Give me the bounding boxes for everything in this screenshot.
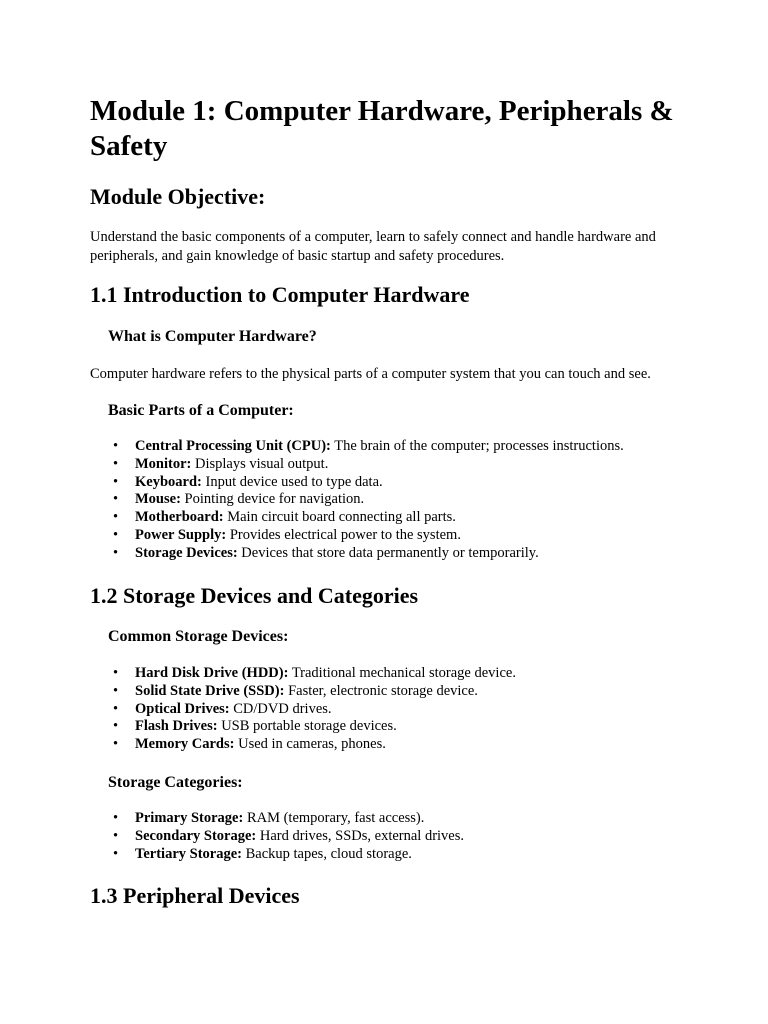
bullet-icon: •	[113, 827, 119, 844]
list-item	[90, 718, 516, 736]
list-item-description: Faster, electronic storage device.	[284, 682, 478, 699]
list-item-description: Main circuit board connecting all parts.	[223, 509, 456, 526]
what-is-hardware-heading: What is Computer Hardware?	[108, 328, 317, 345]
list-item-term: Storage Devices:	[135, 544, 238, 561]
list-item-description: RAM (temporary, fast access).	[243, 810, 425, 826]
section-1-1-heading: 1.1 Introduction to Computer Hardware	[90, 282, 470, 307]
list-item-term: Motherboard:	[135, 509, 224, 526]
objective-heading: Module Objective:	[90, 184, 266, 209]
list-item	[90, 491, 624, 509]
bullet-icon: •	[113, 665, 119, 681]
bullet-icon: •	[113, 509, 119, 526]
section-1-2-heading: 1.2 Storage Devices and Categories	[90, 583, 419, 608]
list-item-term: Mouse:	[135, 491, 181, 508]
hardware-definition: Computer hardware refers to the physical parts of a computer system that you can touch and see.	[90, 366, 651, 382]
list-item-term: Primary Storage:	[135, 810, 244, 826]
list-item-term: Keyboard:	[135, 473, 202, 490]
list-item-term: Secondary Storage:	[135, 827, 257, 844]
list-item	[90, 810, 464, 828]
list-item	[90, 701, 516, 719]
list-item	[90, 665, 516, 683]
list-item	[90, 474, 624, 492]
bullet-icon: •	[113, 736, 119, 753]
list-item-description: Hard drives, SSDs, external drives.	[256, 827, 465, 844]
list-item-description: Displays visual output.	[191, 455, 329, 472]
list-item-term: Hard Disk Drive (HDD):	[135, 665, 289, 681]
bullet-icon: •	[113, 473, 119, 490]
list-item-description: Used in cameras, phones.	[234, 736, 386, 753]
bullet-icon: •	[113, 718, 119, 735]
bullet-icon: •	[113, 810, 119, 826]
list-item-description: Devices that store data permanently or temporarily.	[237, 544, 539, 561]
list-item	[90, 736, 516, 754]
bullet-icon: •	[113, 491, 119, 508]
bullet-icon: •	[113, 682, 119, 699]
list-item-description: The brain of the computer; processes instructions.	[330, 438, 624, 454]
bullet-icon: •	[113, 700, 119, 717]
list-item	[90, 846, 464, 864]
list-item	[90, 828, 464, 846]
module-title: Module 1: Computer Hardware, Peripherals & Safety	[90, 95, 674, 162]
storage-categories-heading: Storage Categories:	[108, 774, 243, 791]
list-item-term: Power Supply:	[135, 526, 227, 543]
list-item-description: CD/DVD drives.	[229, 700, 332, 717]
bullet-icon: •	[113, 544, 119, 561]
list-item-description: Traditional mechanical storage device.	[288, 665, 516, 681]
objective-text: Understand the basic components of a computer, learn to safely connect and handle hardware and peripherals, and gain knowledge of basic startup and safety procedures.	[90, 229, 656, 264]
list-item	[90, 509, 624, 527]
list-item-term: Optical Drives:	[135, 700, 230, 717]
common-storage-list	[90, 665, 516, 754]
basic-parts-heading: Basic Parts of a Computer:	[108, 402, 294, 419]
section-1-3-heading: 1.3 Peripheral Devices	[90, 883, 300, 908]
common-storage-heading: Common Storage Devices:	[108, 628, 289, 645]
list-item-term: Monitor:	[135, 455, 192, 472]
list-item-description: Input device used to type data.	[201, 473, 383, 490]
list-item	[90, 545, 624, 563]
bullet-icon: •	[113, 438, 119, 454]
bullet-icon: •	[113, 526, 119, 543]
list-item-description: USB portable storage devices.	[217, 718, 397, 735]
list-item-term: Tertiary Storage:	[135, 845, 242, 862]
list-item-description: Pointing device for navigation.	[180, 491, 365, 508]
list-item-term: Solid State Drive (SSD):	[135, 682, 285, 699]
list-item	[90, 456, 624, 474]
bullet-icon: •	[113, 845, 119, 862]
list-item-term: Memory Cards:	[135, 736, 235, 753]
list-item	[90, 683, 516, 701]
list-item	[90, 527, 624, 545]
bullet-icon: •	[113, 455, 119, 472]
list-item-description: Provides electrical power to the system.	[226, 526, 461, 543]
list-item-description: Backup tapes, cloud storage.	[241, 845, 412, 862]
storage-categories-list	[90, 810, 464, 863]
list-item-term: Central Processing Unit (CPU):	[135, 438, 331, 454]
list-item-term: Flash Drives:	[135, 718, 218, 735]
basic-parts-list	[90, 438, 624, 563]
list-item	[90, 438, 624, 456]
